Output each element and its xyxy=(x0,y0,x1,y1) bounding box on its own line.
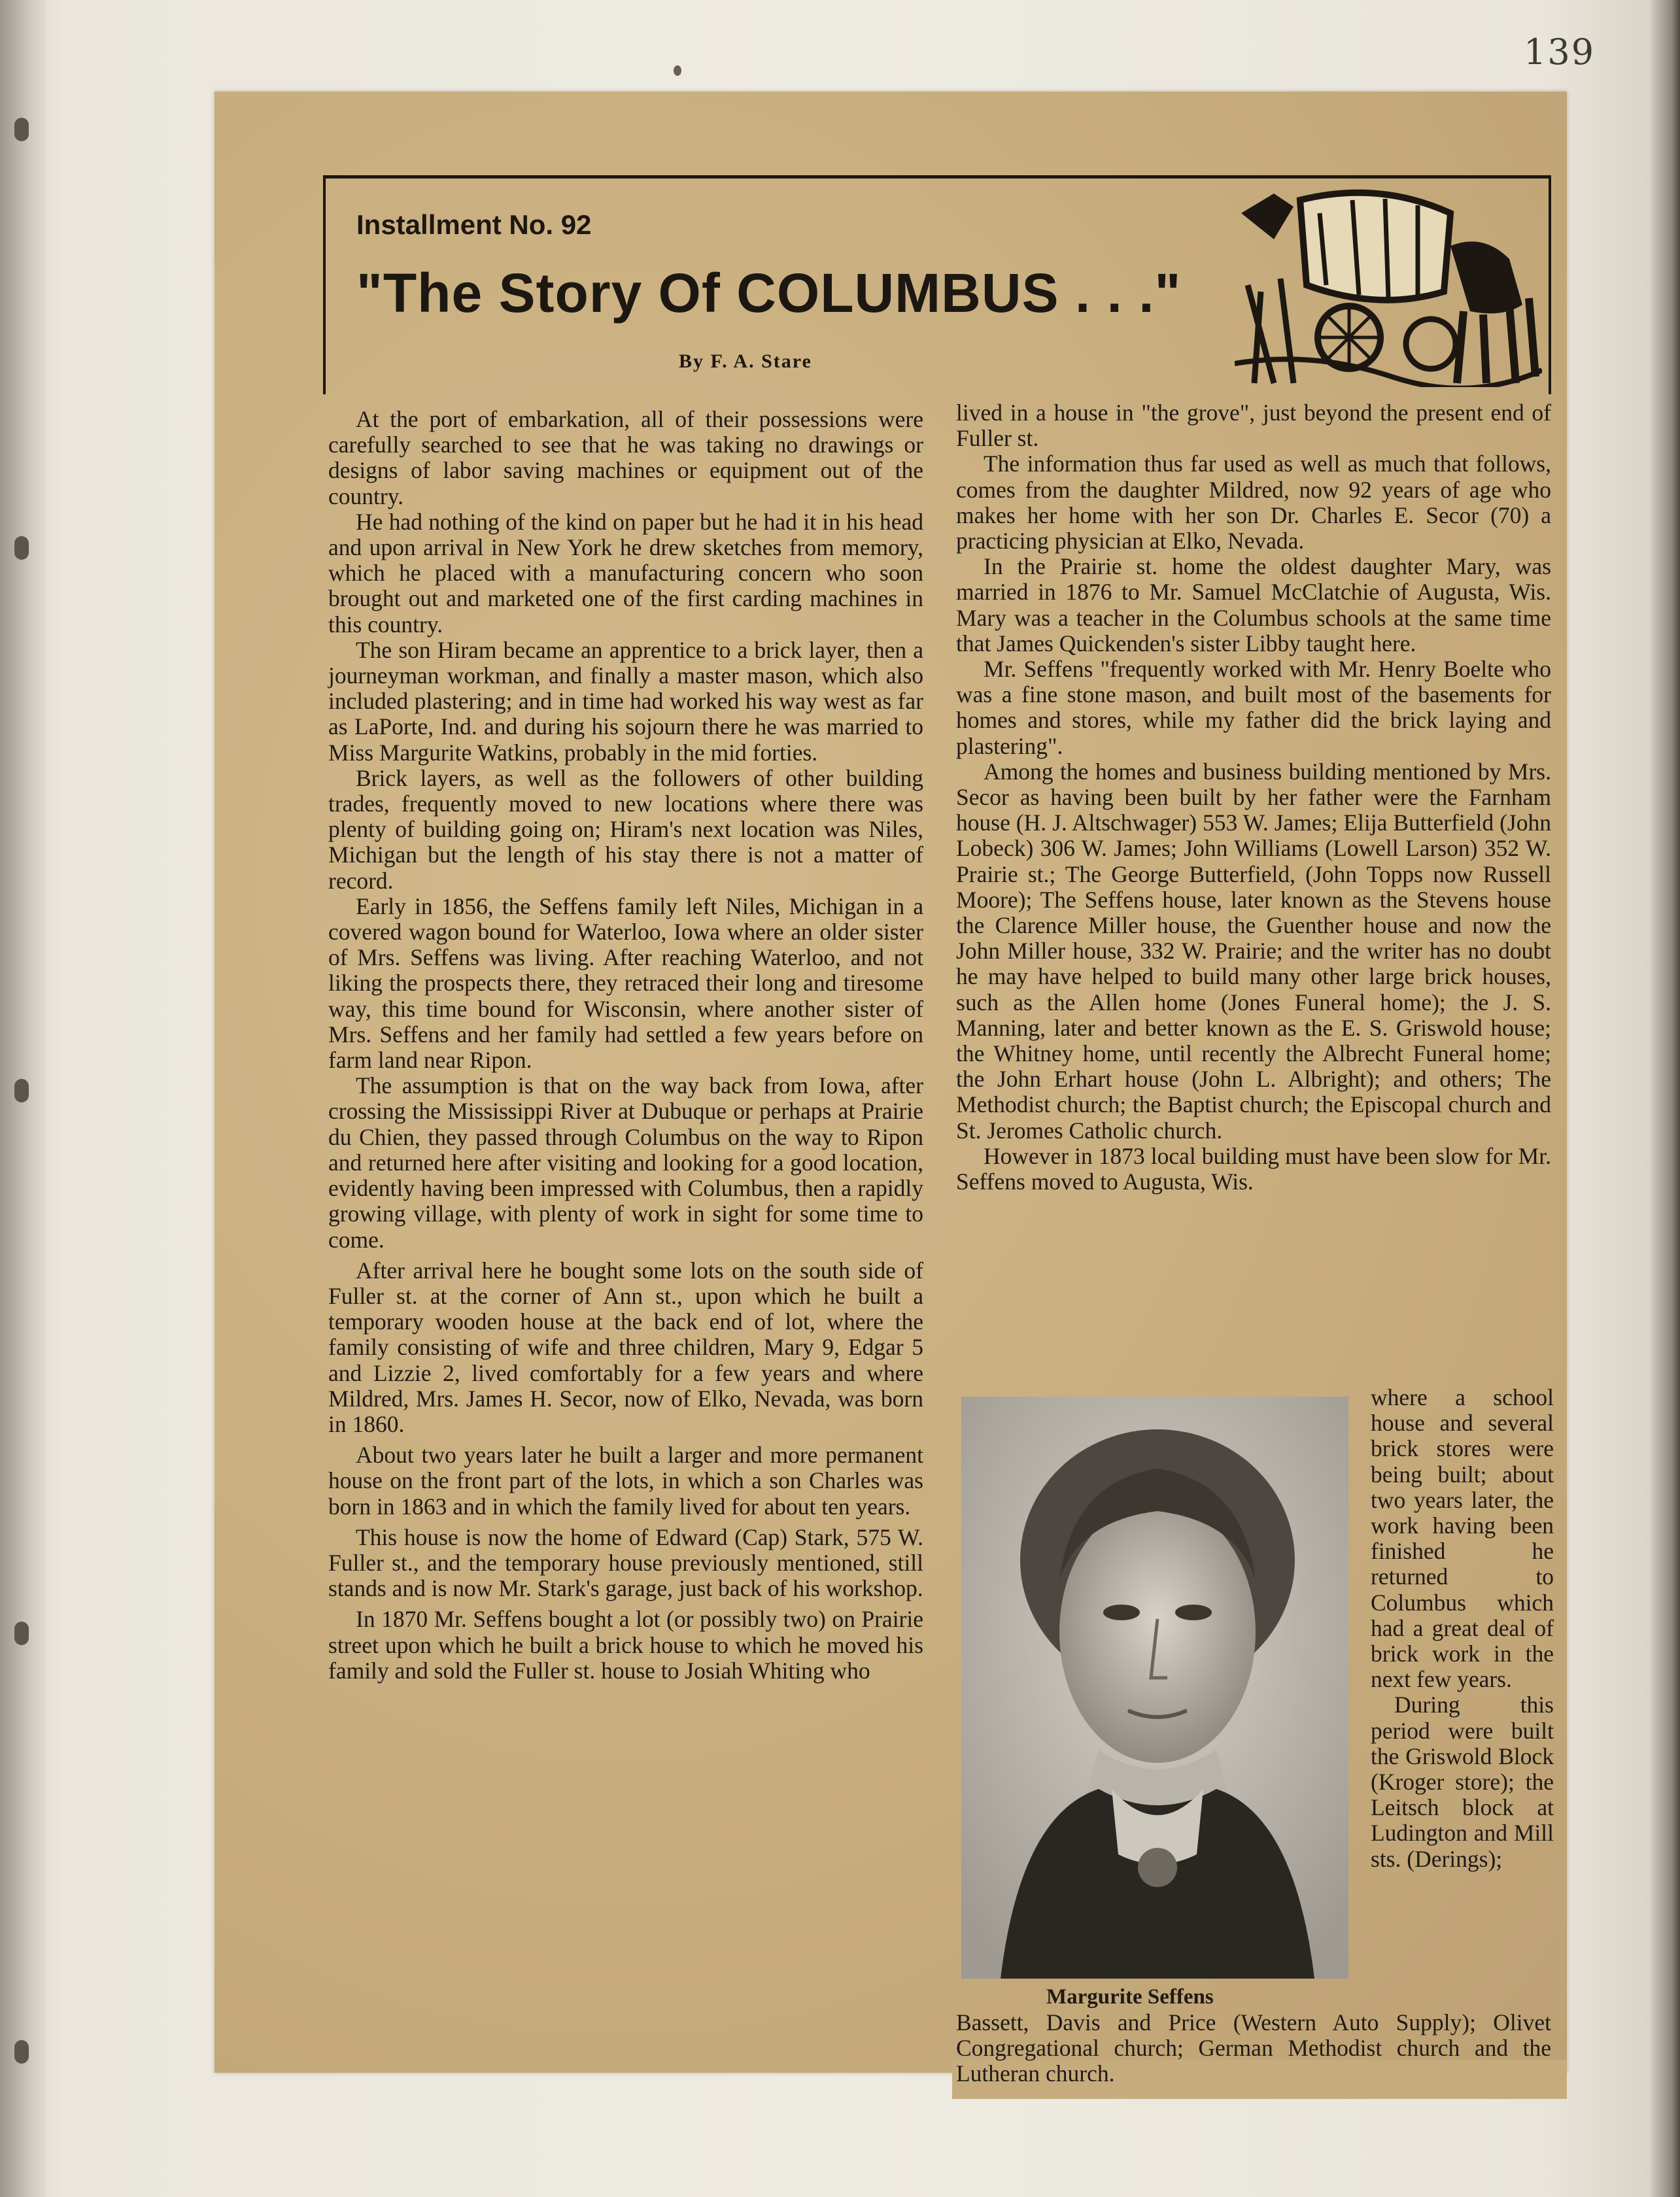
paragraph: However in 1873 local building must have been slow for Mr. Seffens moved to Augusta, Wis. xyxy=(956,1142,1551,1195)
paragraph: Brick layers, as well as the followers of other building trades, frequently moved to new locations where there was plenty of building going on; Hiram's next location was Niles, Michigan but the length of his stay there is not a matter of record. xyxy=(328,764,923,894)
paragraph: In the Prairie st. home the oldest daughter Mary, was married in 1876 to Mr. Samuel McClatchie of Augusta, Wis. Mary was a teacher in the Columbus schools at the same time that James Quickenden's sister Libby taught here. xyxy=(956,553,1551,656)
paragraph: The son Hiram became an apprentice to a brick layer, then a journeyman workman, and finally a master mason, which also included plastering; and in time had worked his way west as far as LaPorte, Ind. and during his sojourn there he was married to Miss Margurite Watkins, probably in the mid forties. xyxy=(328,636,923,766)
paragraph: In 1870 Mr. Seffens bought a lot (or possibly two) on Prairie street upon which he built a brick house to which he moved his family and sold the Fuller st. house to Josiah Whiting who xyxy=(328,1606,923,1684)
page-number: 139 xyxy=(1524,31,1596,73)
binding-hole xyxy=(14,1622,29,1645)
paragraph: During this period were built the Griswold Block (Kroger store); the Leitsch block at Ludington and Mill sts. (Derings); xyxy=(1371,1692,1554,1872)
binding-hole xyxy=(14,536,29,560)
column-1 xyxy=(328,407,923,1684)
paragraph: He had nothing of the kind on paper but he had it in his head and upon arrival in New York he drew sketches from memory, which he placed with a manufacturing concern who soon brought out and marketed one of the first carding machines in this country. xyxy=(328,508,923,638)
byline: By F. A. Stare xyxy=(679,350,812,372)
column-2-tail xyxy=(956,2010,1551,2087)
binding-strip xyxy=(0,0,46,2197)
paragraph: Among the homes and business building mentioned by Mrs. Secor as having been built by her father were the Farnham house (H. J. Altschwager) 553 W. James; Elija Butterfield (John Lobeck) 306 W. James; John Williams (Lowell Larson) 352 W. Prairie st.; The George Butterfield, (John Topps now Russell Moore); The Seffens house, later known as the Stevens house the Clarence Miller house, the Guenther house and now the John Miller house, 332 W. Prairie; and the writer has no doubt he may have helped to build many other large brick houses, such as the Allen home (Jones Funeral home); the J. S. Manning, later and better known as the E. S. Griswold house; the Whitney home, until recently the Albrecht Funeral home; the John Erhart house (John L. Albright); and others; The Methodist church; the Baptist church; the Episcopal church and St. Jeromes Catholic church. xyxy=(956,758,1551,1144)
paragraph: About two years later he built a larger and more permanent house on the front part of the lots, in which a son Charles was born in 1863 and in which the family lived for about ten years. xyxy=(328,1442,923,1520)
paragraph: Mr. Seffens "frequently worked with Mr. Henry Boelte who was a fine stone mason, and built most of the basements for homes and stores, while my father did the brick laying and plastering". xyxy=(956,656,1551,759)
column-2 xyxy=(956,400,1551,1195)
portrait-photo xyxy=(961,1397,1348,1998)
paragraph: Bassett, Davis and Price (Western Auto Supply); Olivet Congregational church; German Methodist church and the Lutheran church. xyxy=(956,2009,1551,2087)
binding-hole xyxy=(14,1079,29,1102)
paragraph: Early in 1856, the Seffens family left Niles, Michigan in a covered wagon bound for Waterloo, Iowa where an older sister of Mrs. Seffens was living. After reaching Waterloo, and not liking the prospects there, they retraced their long and tiresome way, this time bound for Wisconsin, where another sister of Mrs. Seffens and her family had settled a few years before on farm land near Ripon. xyxy=(328,893,923,1074)
photo-caption: Margurite Seffens xyxy=(1046,1985,1214,2009)
binding-hole xyxy=(14,2040,29,2064)
installment-label: Installment No. 92 xyxy=(356,209,592,240)
covered-wagon-illustration xyxy=(1235,187,1542,387)
portrait-image xyxy=(961,1397,1348,1979)
article-title: "The Story Of COLUMBUS . . ." xyxy=(356,262,1182,324)
paragraph: The assumption is that on the way back from Iowa, after crossing the Mississippi River at Dubuque or perhaps at Prairie du Chien, they passed through Columbus on the way to Ripon and returned here after visiting and looking for a good location, evidently having been impressed with Columbus, then a rapidly growing village, with plenty of work in sight for some time to come. xyxy=(328,1072,923,1253)
ink-speck xyxy=(674,65,681,76)
paragraph: The information thus far used as well as much that follows, comes from the daughter Mildred, now 92 years of age who makes her home with her son Dr. Charles E. Secor (70) a practicing physician at Elko, Nevada. xyxy=(956,451,1551,554)
wrapped-text xyxy=(1371,1385,1554,1872)
paragraph: lived in a house in "the grove", just beyond the present end of Fuller st. xyxy=(956,400,1551,452)
paragraph: At the port of embarkation, all of their possessions were carefully searched to see that he was taking no drawings or designs of labor saving machines or equipment out of the country. xyxy=(328,406,923,509)
paragraph: where a school house and several brick stores were being built; about two years later, the work having been finished he returned to Columbus which had a great deal of brick work in the next few years. xyxy=(1371,1384,1554,1693)
binding-hole xyxy=(14,118,29,141)
page-edge xyxy=(1651,0,1680,2197)
paragraph: This house is now the home of Edward (Cap) Stark, 575 W. Fuller st., and the temporary house previously mentioned, still stands and is now Mr. Stark's garage, just back of his workshop. xyxy=(328,1524,923,1602)
paragraph: After arrival here he bought some lots on the south side of Fuller st. at the corner of Ann st., upon which he built a temporary wooden house at the back end of lot, where the family consisting of wife and three children, Mary 9, Edgar 5 and Lizzie 2, lived comfortably for a few years and where Mildred, Mrs. James H. Secor, now of Elko, Nevada, was born in 1860. xyxy=(328,1257,923,1437)
